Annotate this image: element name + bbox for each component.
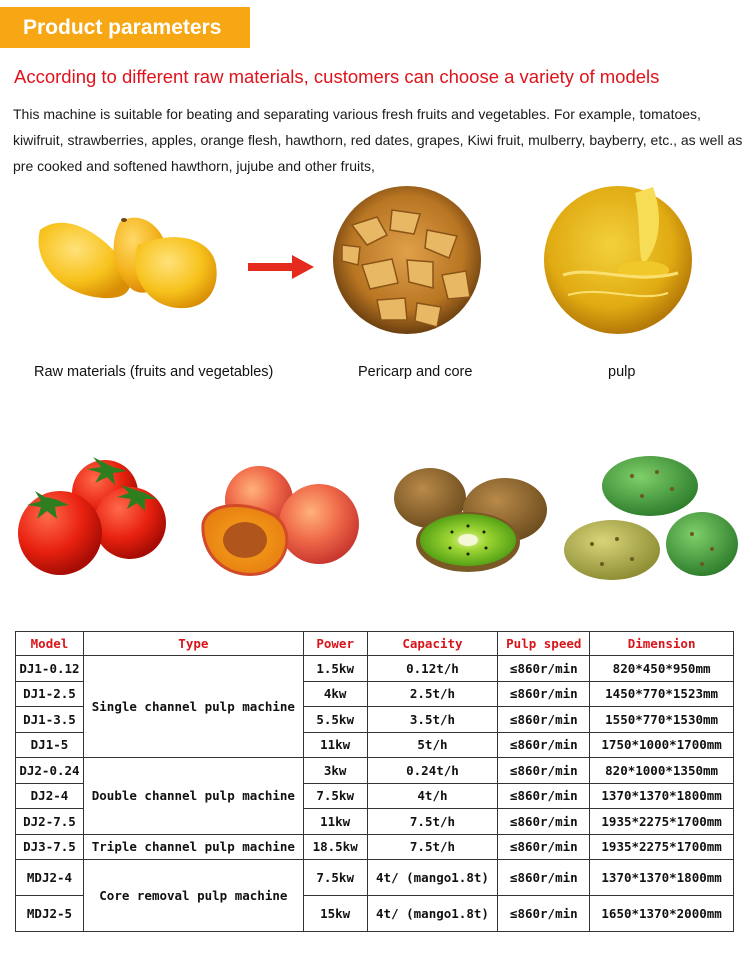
cell-type: Triple channel pulp machine xyxy=(83,834,303,860)
cell-capacity: 7.5t/h xyxy=(367,809,498,835)
table-header-row xyxy=(16,632,734,656)
cell-dimension: 820*450*950mm xyxy=(590,656,734,682)
product-spec-table xyxy=(15,631,734,932)
cell-capacity: 0.12t/h xyxy=(367,656,498,682)
cell-speed: ≤860r/min xyxy=(498,896,590,932)
cell-capacity: 4t/ (mango1.8t) xyxy=(367,860,498,896)
mango-image xyxy=(28,200,228,320)
cell-capacity: 4t/h xyxy=(367,783,498,809)
cell-power: 11kw xyxy=(303,732,367,758)
cell-model: DJ1-5 xyxy=(16,732,84,758)
cell-speed: ≤860r/min xyxy=(498,758,590,784)
cell-speed: ≤860r/min xyxy=(498,656,590,682)
cell-speed: ≤860r/min xyxy=(498,681,590,707)
cell-speed: ≤860r/min xyxy=(498,809,590,835)
cell-dimension: 1370*1370*1800mm xyxy=(590,783,734,809)
cell-speed: ≤860r/min xyxy=(498,707,590,733)
pericarp-image xyxy=(332,185,482,335)
cell-type: Double channel pulp machine xyxy=(83,758,303,835)
cell-model: DJ2-7.5 xyxy=(16,809,84,835)
prickly-pear-image xyxy=(562,454,740,584)
table-row xyxy=(16,656,734,682)
cell-type: Single channel pulp machine xyxy=(83,656,303,758)
arrow-right-icon xyxy=(248,255,316,279)
cell-dimension: 1650*1370*2000mm xyxy=(590,896,734,932)
cell-dimension: 820*1000*1350mm xyxy=(590,758,734,784)
cell-power: 7.5kw xyxy=(303,860,367,896)
cell-power: 11kw xyxy=(303,809,367,835)
cell-dimension: 1935*2275*1700mm xyxy=(590,834,734,860)
cell-speed: ≤860r/min xyxy=(498,732,590,758)
cell-capacity: 4t/ (mango1.8t) xyxy=(367,896,498,932)
cell-model: MDJ2-5 xyxy=(16,896,84,932)
cell-capacity: 2.5t/h xyxy=(367,681,498,707)
table-row xyxy=(16,758,734,784)
cell-capacity: 5t/h xyxy=(367,732,498,758)
cell-model: DJ1-3.5 xyxy=(16,707,84,733)
header-model: Model xyxy=(16,632,84,656)
pulp-image xyxy=(543,185,693,335)
cell-model: DJ3-7.5 xyxy=(16,834,84,860)
cell-type: Core removal pulp machine xyxy=(83,860,303,932)
header-pulp-speed: Pulp speed xyxy=(498,632,590,656)
cell-power: 7.5kw xyxy=(303,783,367,809)
subtitle: According to different raw materials, customers can choose a variety of models xyxy=(14,66,660,87)
table-row xyxy=(16,834,734,860)
cell-model: DJ2-0.24 xyxy=(16,758,84,784)
cell-power: 5.5kw xyxy=(303,707,367,733)
cell-power: 18.5kw xyxy=(303,834,367,860)
cell-capacity: 7.5t/h xyxy=(367,834,498,860)
pericarp-caption: Pericarp and core xyxy=(358,364,473,380)
raw-materials-caption: Raw materials (fruits and vegetables) xyxy=(34,364,274,380)
cell-model: DJ1-2.5 xyxy=(16,681,84,707)
header-dimension: Dimension xyxy=(590,632,734,656)
header-power: Power xyxy=(303,632,367,656)
cell-capacity: 3.5t/h xyxy=(367,707,498,733)
table-row xyxy=(16,860,734,896)
kiwi-image xyxy=(390,460,550,578)
cell-model: MDJ2-4 xyxy=(16,860,84,896)
cell-speed: ≤860r/min xyxy=(498,860,590,896)
cell-speed: ≤860r/min xyxy=(498,834,590,860)
cell-power: 15kw xyxy=(303,896,367,932)
cell-dimension: 1370*1370*1800mm xyxy=(590,860,734,896)
description-text: This machine is suitable for beating and separating various fresh fruits and vegetables. For example, tomatoes, kiwifruit, strawberries, apples, orange flesh, hawthorn, red dates, grapes, Kiwi fruit, mulberry, bayberry, etc., as well as pre cooked and softened hawthorn, jujube and other fruits, xyxy=(13,106,743,174)
tomato-image xyxy=(15,455,170,585)
header-type: Type xyxy=(83,632,303,656)
cell-model: DJ2-4 xyxy=(16,783,84,809)
peach-image xyxy=(197,462,362,582)
cell-dimension: 1750*1000*1700mm xyxy=(590,732,734,758)
cell-dimension: 1450*770*1523mm xyxy=(590,681,734,707)
section-banner: Product parameters xyxy=(0,7,250,48)
cell-power: 1.5kw xyxy=(303,656,367,682)
cell-speed: ≤860r/min xyxy=(498,783,590,809)
cell-model: DJ1-0.12 xyxy=(16,656,84,682)
pulp-caption: pulp xyxy=(608,364,636,380)
cell-dimension: 1550*770*1530mm xyxy=(590,707,734,733)
cell-power: 3kw xyxy=(303,758,367,784)
cell-dimension: 1935*2275*1700mm xyxy=(590,809,734,835)
cell-power: 4kw xyxy=(303,681,367,707)
cell-capacity: 0.24t/h xyxy=(367,758,498,784)
header-capacity: Capacity xyxy=(367,632,498,656)
